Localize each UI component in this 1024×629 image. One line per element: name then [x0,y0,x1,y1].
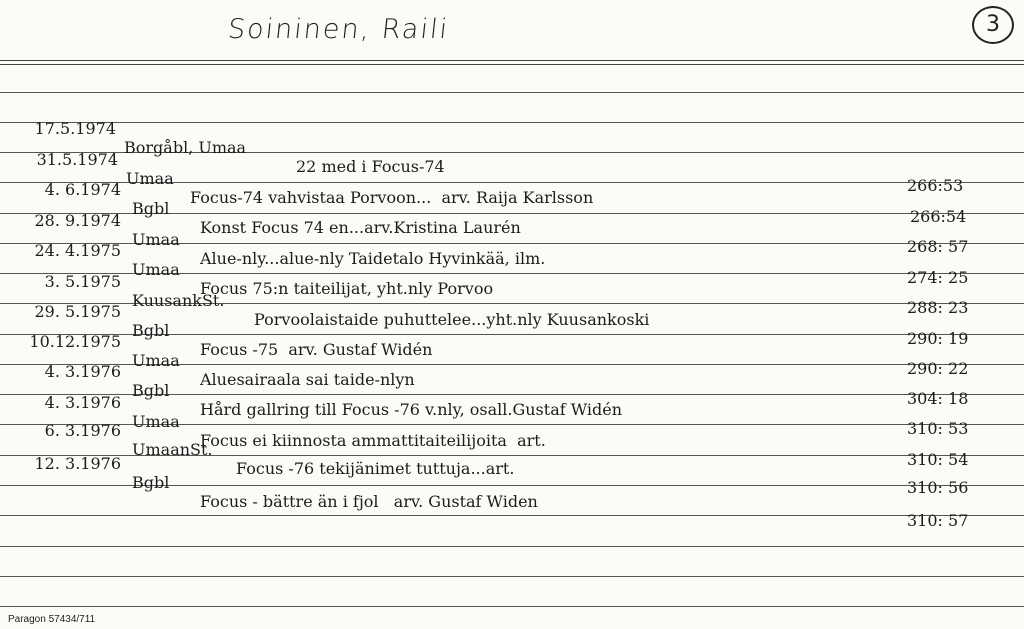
entry-source: Bgbl [132,381,170,400]
entry-ref: 274: 25 [907,268,969,287]
card-number-badge: 3 [972,6,1014,44]
entry-title: Aluesairaala sai taide-nlyn [200,370,415,389]
entry-source: Borgåbl, Umaa [124,138,247,157]
entry-ref: 310: 54 [907,450,969,469]
entry-source: Bgbl [132,321,170,340]
ruled-line [0,576,1024,577]
entry-title: 22 med i Focus-74 [296,157,445,176]
entry-source: Umaa [126,169,174,188]
entry-source: Bgbl [132,473,170,492]
header-divider-2 [0,64,1024,65]
ruled-line [0,515,1024,516]
entry-title: Porvoolaistaide puhuttelee...yht.nly Kuusankoski [254,310,650,329]
entry-date: 31.5.1974 [36,150,118,169]
entry-ref: 310: 53 [907,419,969,438]
entry-date: 4. 3.1976 [44,362,121,381]
entry-ref: 310: 57 [907,511,969,530]
entry-date: 12. 3.1976 [34,454,121,473]
entry-source: Umaa [132,351,180,370]
entry-date: 3. 5.1975 [44,272,121,291]
entry-date: 4. 3.1976 [44,393,121,412]
entry-ref: 290: 22 [907,359,969,378]
entry-ref: 290: 19 [907,329,969,348]
header-divider [0,60,1024,61]
entry-source: Umaa [132,412,180,431]
entry-date: 4. 6.1974 [44,180,121,199]
entry-ref: 288: 23 [907,298,969,317]
entry-title: Focus ei kiinnosta ammattitaiteilijoita art. [200,431,546,450]
entry-date: 24. 4.1975 [34,241,121,260]
entry-date: 17.5.1974 [34,119,116,138]
entry-date: 29. 5.1975 [34,302,121,321]
entry-ref: 268: 57 [907,237,969,256]
entry-source: Umaa [132,260,180,279]
card-heading: Soininen, Raili [226,14,451,45]
entry-title: Hård gallring till Focus -76 v.nly, osall.Gustaf Widén [200,400,623,419]
entry-title: Konst Focus 74 en...arv.Kristina Laurén [200,218,521,237]
entry-source: UmaanSt. [132,440,213,459]
entry-date: 6. 3.1976 [44,421,121,440]
card-footer: Paragon 57434/711 [8,614,96,625]
entry-ref: 266:53 [907,176,964,195]
entry-ref: 266:54 [910,207,967,226]
entry-ref: 310: 56 [907,478,969,497]
entry-source: Umaa [132,230,180,249]
entry-source: Bgbl [132,199,170,218]
entry-title: Focus - bättre än i fjol arv. Gustaf Widen [200,492,538,511]
ruled-line [0,546,1024,547]
entry-title: Focus -75 arv. Gustaf Widén [200,340,433,359]
entry-title: Alue-nly...alue-nly Taidetalo Hyvinkää, ilm. [200,249,546,268]
entry-date: 28. 9.1974 [34,211,121,230]
entry-source: KuusankSt. [132,291,225,310]
entry-title: Focus 75:n taiteilijat, yht.nly Porvoo [200,279,494,298]
ruled-line [0,606,1024,607]
entry-title: Focus-74 vahvistaa Porvoon... arv. Raija Karlsson [190,188,594,207]
entry-title: Focus -76 tekijänimet tuttuja...art. [236,459,515,478]
entry-ref: 304: 18 [907,389,969,408]
entry-date: 10.12.1975 [29,332,121,351]
ruled-line [0,92,1024,93]
